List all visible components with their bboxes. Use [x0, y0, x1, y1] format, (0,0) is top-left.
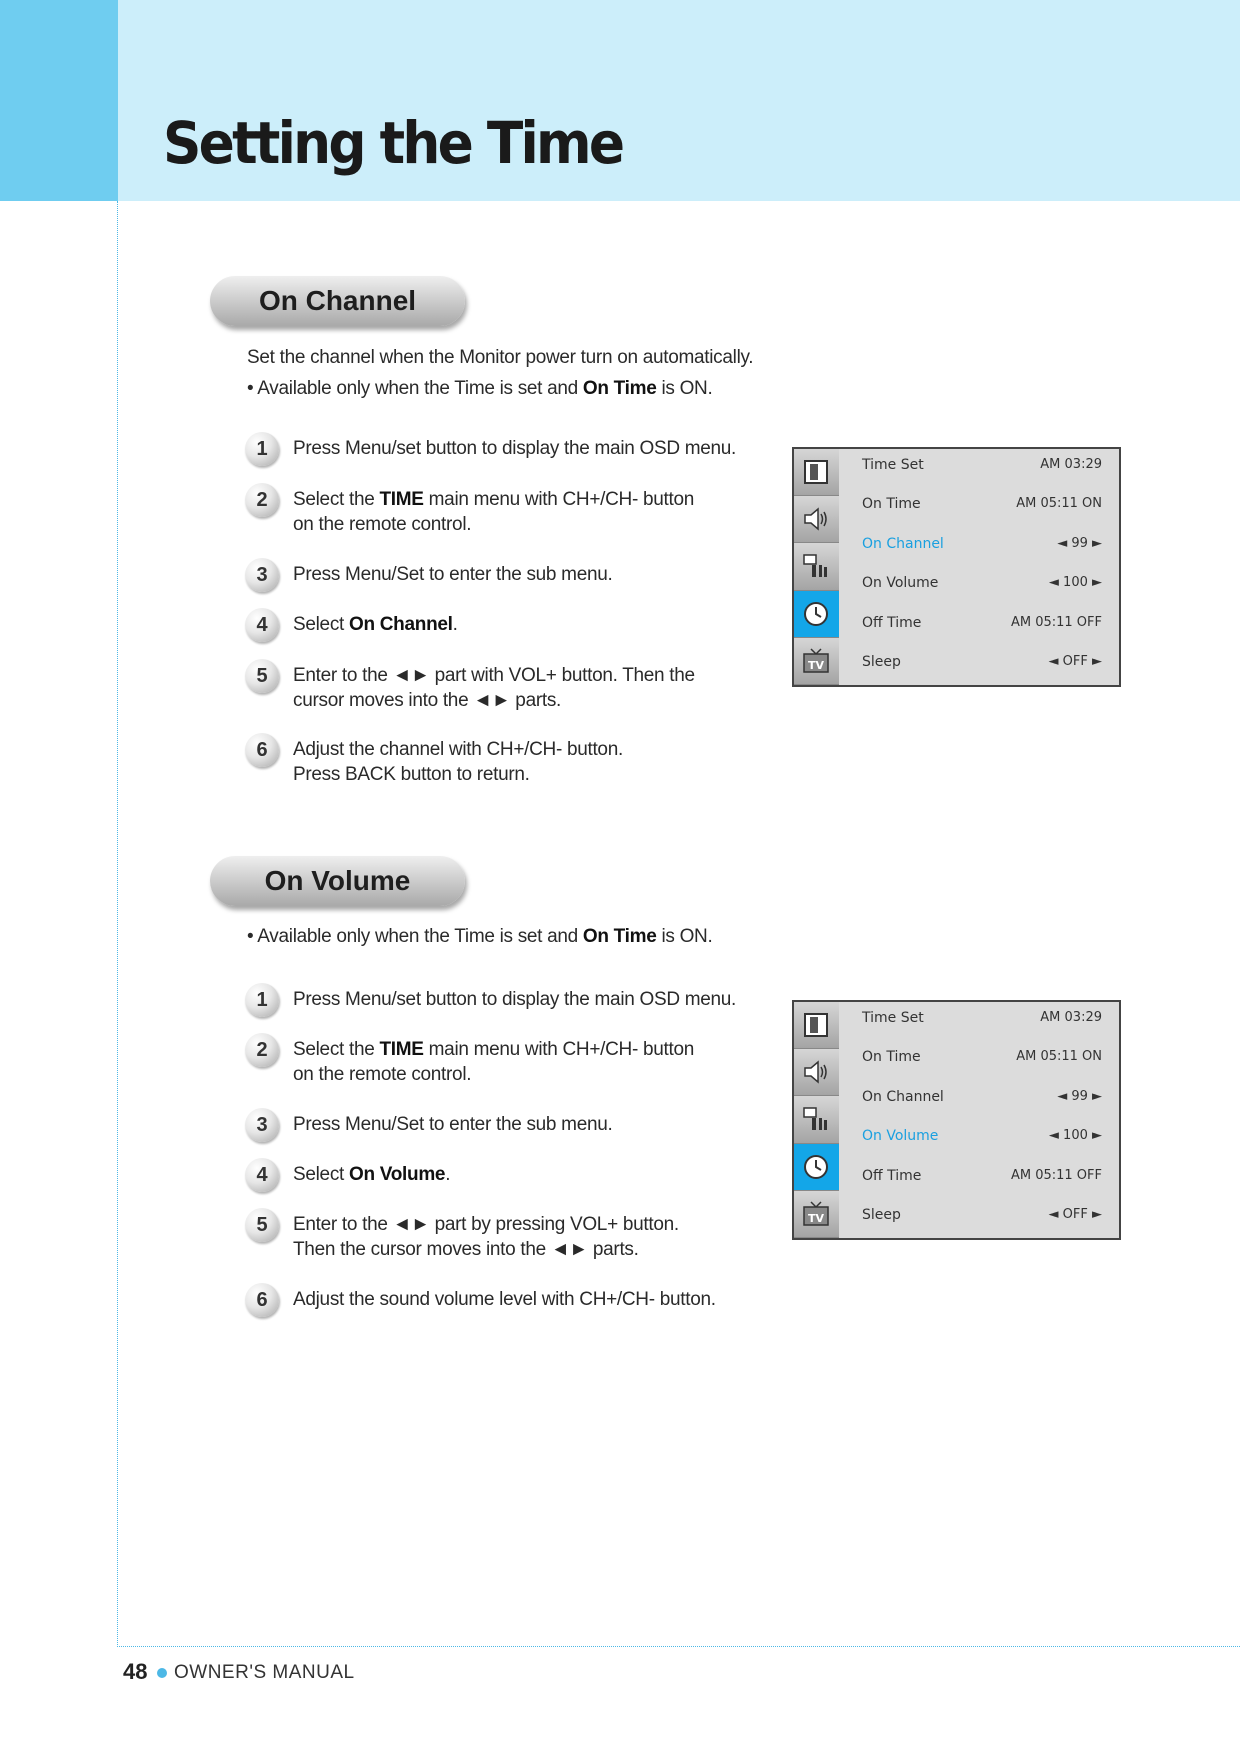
- page-number: 48: [123, 1659, 148, 1684]
- step-number-badge: 2: [245, 483, 279, 517]
- footer-label: OWNER'S MANUAL: [174, 1662, 355, 1683]
- step-text: Select the TIME main menu with CH+/CH- button on the remote control.: [293, 489, 694, 535]
- step-number-badge: 3: [245, 558, 279, 592]
- step-number-badge: 4: [245, 1158, 279, 1192]
- osd-icon-column: [794, 449, 839, 685]
- footer-bullet: [157, 1668, 167, 1678]
- on-channel-note: • Available only when the Time is set and On Time is ON.: [247, 378, 713, 399]
- osd-menu-on-volume: [792, 1000, 1121, 1240]
- osd-menu-on-channel: [792, 447, 1121, 687]
- step-number-badge: 6: [245, 1283, 279, 1317]
- step-text: Select the TIME main menu with CH+/CH- button on the remote control.: [293, 1039, 694, 1085]
- osd-row-on-time: On Time AM 05:11 ON: [862, 1049, 1102, 1065]
- picture-icon: [794, 1002, 839, 1049]
- step-text: Select On Volume.: [293, 1164, 451, 1185]
- on-volume-heading: On Volume: [210, 856, 465, 906]
- picture-icon: [794, 449, 839, 496]
- clock-icon: [794, 591, 839, 638]
- step-text: Adjust the sound volume level with CH+/CH- button.: [293, 1289, 716, 1310]
- osd-row-on-channel: On Channel ◄ 99 ►: [862, 1089, 1102, 1105]
- on-volume-note: • Available only when the Time is set and On Time is ON.: [247, 926, 713, 947]
- osd-row-off-time: Off Time AM 05:11 OFF: [862, 615, 1102, 631]
- step-number-badge: 1: [245, 432, 279, 466]
- tv-icon: [794, 1191, 839, 1238]
- osd-row-sleep: Sleep ◄ OFF ►: [862, 1207, 1102, 1223]
- osd-row-on-channel: On Channel ◄ 99 ►: [862, 536, 1102, 552]
- step-number-badge: 5: [245, 659, 279, 693]
- sound-icon: [794, 1049, 839, 1096]
- tv-icon: [794, 638, 839, 685]
- setup-icon: [794, 543, 839, 590]
- step-text: Select On Channel.: [293, 614, 458, 635]
- step-text: Enter to the ◄► part with VOL+ button. Then the cursor moves into the ◄► parts.: [293, 665, 695, 711]
- step-text: Press Menu/set button to display the main OSD menu.: [293, 438, 737, 459]
- svg-text:TV: TV: [807, 1211, 825, 1225]
- osd-row-on-volume: On Volume ◄ 100 ►: [862, 1128, 1102, 1144]
- step-number-badge: 4: [245, 608, 279, 642]
- bottom-margin-rule: [117, 1646, 1240, 1647]
- step-text: Adjust the channel with CH+/CH- button. Press BACK button to return.: [293, 739, 623, 785]
- osd-row-sleep: Sleep ◄ OFF ►: [862, 654, 1102, 670]
- step-text: Press Menu/Set to enter the sub menu.: [293, 564, 613, 585]
- step-number-badge: 5: [245, 1208, 279, 1242]
- left-margin-rule: [117, 201, 118, 1647]
- osd-row-on-volume: On Volume ◄ 100 ►: [862, 575, 1102, 591]
- step-number-badge: 1: [245, 983, 279, 1017]
- step-number-badge: 2: [245, 1033, 279, 1067]
- step-text: Enter to the ◄► part by pressing VOL+ button. Then the cursor moves into the ◄► parts.: [293, 1214, 679, 1260]
- osd-row-time-set: Time Set AM 03:29: [862, 457, 1102, 473]
- sound-icon: [794, 496, 839, 543]
- step-number-badge: 3: [245, 1108, 279, 1142]
- header-tab: [0, 0, 118, 201]
- osd-icon-column: [794, 1002, 839, 1238]
- setup-icon: [794, 1096, 839, 1143]
- osd-row-on-time: On Time AM 05:11 ON: [862, 496, 1102, 512]
- osd-row-off-time: Off Time AM 05:11 OFF: [862, 1168, 1102, 1184]
- step-number-badge: 6: [245, 733, 279, 767]
- osd-row-time-set: Time Set AM 03:29: [862, 1010, 1102, 1026]
- on-channel-heading: On Channel: [210, 276, 465, 326]
- page-title: Setting the Time: [163, 109, 623, 177]
- clock-icon: [794, 1144, 839, 1191]
- step-text: Press Menu/set button to display the main OSD menu.: [293, 989, 737, 1010]
- svg-text:TV: TV: [807, 658, 825, 672]
- on-channel-intro: Set the channel when the Monitor power turn on automatically.: [247, 347, 754, 368]
- step-text: Press Menu/Set to enter the sub menu.: [293, 1114, 613, 1135]
